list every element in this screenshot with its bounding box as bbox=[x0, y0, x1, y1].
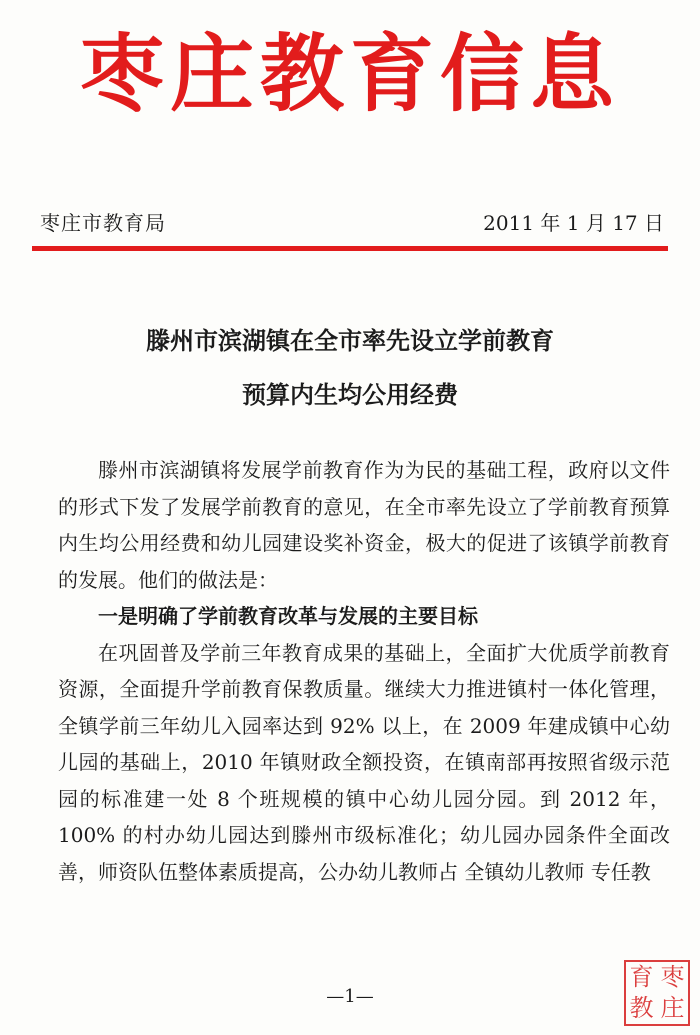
article-title bbox=[40, 314, 660, 422]
body-paragraph-intro: 滕州市滨湖镇将发展学前教育作为为民的基础工程，政府以文件的形式下发了发展学前教育的意见，在全市率先设立了学前教育预算内生均公用经费和幼儿园建设奖补资金，极大的促进了该镇学前教育的发展。他们的做法是： bbox=[58, 458, 670, 592]
seal-stamp bbox=[624, 960, 690, 1026]
article-title-line-1: 滕州市滨湖镇在全市率先设立学前教育 bbox=[146, 327, 554, 355]
page-number: —1— bbox=[326, 986, 374, 1007]
article-title-line-2: 预算内生均公用经费 bbox=[242, 381, 458, 409]
issuer-name: 枣庄市教育局 bbox=[40, 211, 166, 235]
section-heading-1: 一是明确了学前教育改革与发展的主要目标 bbox=[98, 604, 478, 628]
issuer-date-row bbox=[40, 208, 664, 238]
seal-char: 育 bbox=[629, 963, 654, 991]
seal-char: 庄 bbox=[660, 994, 685, 1022]
issue-date: 2011 年 1 月 17 日 bbox=[483, 211, 664, 235]
seal-char: 枣 bbox=[660, 963, 685, 991]
masthead-title: 枣庄教育信息 bbox=[79, 25, 620, 123]
article-body bbox=[58, 452, 670, 890]
body-paragraph-goals: 在巩固普及学前三年教育成果的基础上，全面扩大优质学前教育资源，全面提升学前教育保教质量。继续大力推进镇村一体化管理，全镇学前三年幼儿入园率达到 92% 以上，在 2009 年建成镇中心幼儿园的基础上，2010 年镇财政全额投资，在镇南部再按照省级示范园的标准建一处 8 个班规模的镇中心幼儿园分园。到 2012 年，100% 的村办幼儿园达到滕州市级标准化；幼儿园办园条件全面改善，师资队伍整体素质提高，公办幼儿教师占 全镇幼儿教师 专任教 bbox=[58, 640, 670, 884]
red-divider-rule bbox=[32, 246, 668, 251]
seal-char: 教 bbox=[629, 994, 654, 1022]
